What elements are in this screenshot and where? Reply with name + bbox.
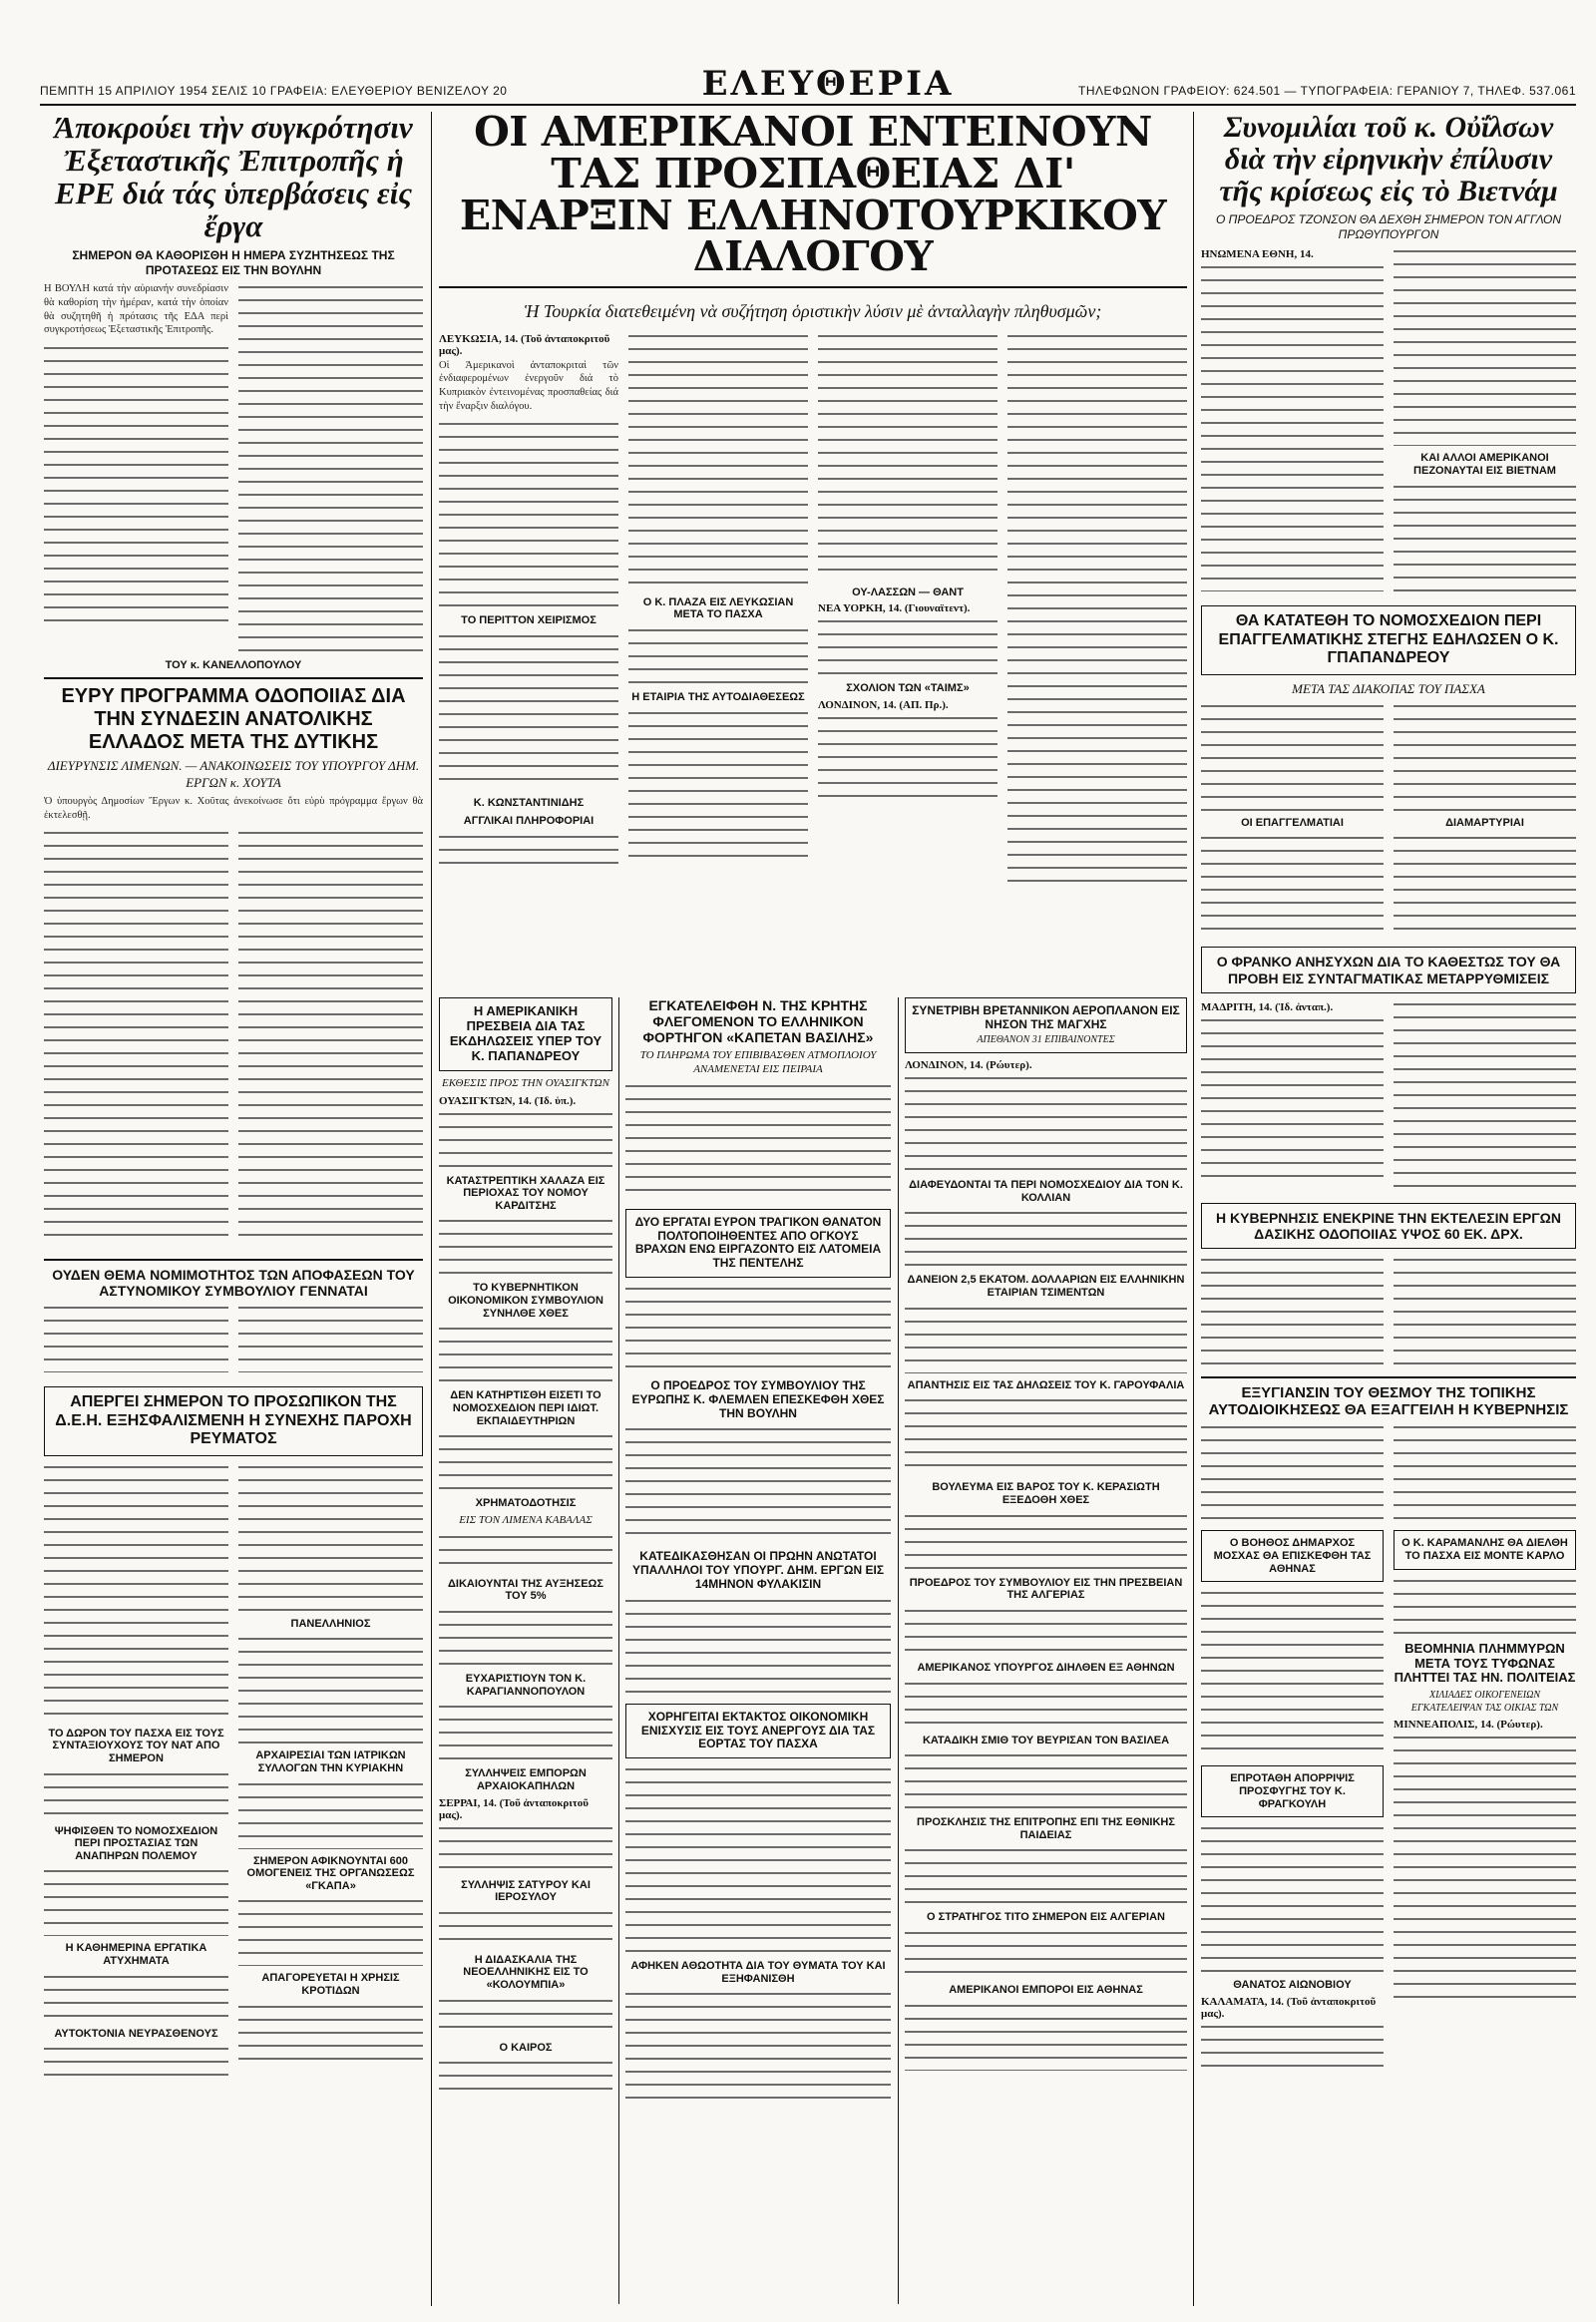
article-centenarian-body <box>1201 2022 1384 2072</box>
headline-crete-ship: ΕΓΚΑΤΕΛΕΙΦΘΗ Ν. ΤΗΣ ΚΡΗΤΗΣ ΦΛΕΓΟΜΕΝΟΝ ΤΟ ΕΛΛΗΝΙΚΟΝ ΦΟΡΤΗΓΟΝ «ΚΑΠΕΤΑΝ ΒΑΣΙΛΗΣ» <box>642 997 874 1046</box>
article-crete-body <box>625 1081 891 1201</box>
box-workers <box>625 1209 891 1278</box>
headline-wilson-vietnam: Συνομιλίαι τοῦ κ. Οὐΐλσων διὰ τὴν εἰρηνικὴν ἐπίλυσιν τῆς κρίσεως εἰς τὸ Βιετνάμ <box>1219 112 1558 207</box>
article-workers-body <box>625 1284 891 1373</box>
dateline-new-york: ΝΕΑ ΥΟΡΚΗ, 14. (Γιουναϊτεντ). <box>818 602 971 615</box>
article-franco-body <box>1201 1015 1384 1185</box>
dateline-london-plane: ΛΟΝΔΙΝΟΝ, 14. (Ρώυτερ). <box>905 1059 1032 1072</box>
article-aid-body <box>625 1764 891 1954</box>
article-thanks-body <box>439 1702 612 1761</box>
article-dei-body-2 <box>238 1462 423 1612</box>
article-marines-body <box>1394 482 1576 591</box>
article-roads-text: Ὁ ὑπουργὸς Δημοσίων Ἔργων κ. Χοῦτας ἀνεκοίνωσε ὅτι εὐρὺ πρόγραμμα ἔργων θὰ ἐκτελεσθῇ. <box>44 795 423 821</box>
article-europe-body <box>625 1424 891 1544</box>
article-kolias-body <box>905 1208 1187 1268</box>
right-column <box>1201 112 1576 2306</box>
article-vietnam-body <box>1201 262 1384 591</box>
masthead-dateline: ΠΕΜΠΤΗ 15 ΑΠΡΙΛΙΟΥ 1954 ΣΕΛΙΣ 10 ΓΡΑΦΕΙΑ: ΕΛΕΥΘΕΡΙΟΥ ΒΕΝΙΖΕΛΟΥ 20 <box>40 84 508 98</box>
article-housing-body <box>1201 701 1384 811</box>
article-council-body <box>439 1324 612 1383</box>
box-professional-housing <box>1201 605 1576 674</box>
headline-committee: ΠΡΟΣΚΛΗΣΙΣ ΤΗΣ ΕΠΙΤΡΟΠΗΣ ΕΠΙ ΤΗΣ ΕΘΝΙΚΗΣ ΠΑΙΔΕΙΑΣ <box>917 1816 1175 1841</box>
headline-us-embassy: Η ΑΜΕΡΙΚΑΝΙΚΗ ΠΡΕΣΒΕΙΑ ΔΙΑ ΤΑΣ ΕΚΔΗΛΩΣΕΙΣ ΥΠΕΡ ΤΟΥ Κ. ΠΑΠΑΝΔΡΕΟΥ <box>449 1003 602 1063</box>
subhead-us-embassy: ΕΚΘΕΣΙΣ ΠΡΟΣ ΤΗΝ ΟΥΑΣΙΓΚΤΩΝ <box>442 1076 609 1089</box>
article-ere-body-2 <box>238 282 423 651</box>
headline-ere: Άποκρούει τὴν συγκρότησιν Ἐξεταστικῆς Ἐπιτροπῆς ἡ ΕΡΕ διά τάς ὑπερβάσεις εἰς ἔργα <box>54 112 413 243</box>
article-suicide-body <box>44 2044 228 2084</box>
column-rule <box>618 997 619 2304</box>
article-medical-body <box>238 1779 423 1849</box>
banner-body-4 <box>628 331 808 590</box>
article-veterans-body <box>44 1866 228 1936</box>
subhead-crete-ship: ΤΟ ΠΛΗΡΩΜΑ ΤΟΥ ΕΠΙΒΙΒΑΣΘΕΝ ΑΤΜΟΠΛΟΙΟΥ ΑΝΑΜΕΝΕΤΑΙ ΕΙΣ ΠΕΙΡΑΙΑ <box>639 1049 877 1076</box>
article-ere-signature: ΤΟΥ κ. ΚΑΝΕΛΛΟΠΟΥΛΟΥ <box>165 659 302 672</box>
headline-columbia: Η ΔΙΔΑΣΚΑΛΙΑ ΤΗΣ ΝΕΟΕΛΛΗΝΙΚΗΣ ΕΙΣ ΤΟ «ΚΟΛΟΥΜΠΙΑ» <box>463 1953 589 1992</box>
headline-weather: Ο ΚΑΙΡΟΣ <box>499 2041 553 2054</box>
headline-workers-death: ΔΥΟ ΕΡΓΑΤΑΙ ΕΥΡΟΝ ΤΡΑΓΙΚΟΝ ΘΑΝΑΤΟΝ ΠΟΛΤΟΠΟΙΗΘΕΝΤΕΣ ΑΠΟ ΟΓΚΟΥΣ ΒΡΑΧΩΝ ΕΝΩ ΕΙΡΓΑΖΟΝΤΟ ΕΙΣ ΛΑΤΟΜΕΙΑ ΤΗΣ ΠΕΝΤΕΛΗΣ <box>634 1214 882 1271</box>
headline-disabled-veterans: ΨΗΦΙΣΘΕΝ ΤΟ ΝΟΜΟΣΧΕΔΙΟΝ ΠΕΡΙ ΠΡΟΣΤΑΣΙΑΣ ΤΩΝ ΑΝΑΠΗΡΩΝ ΠΟΛΕΜΟΥ <box>54 1824 218 1862</box>
headline-unemployed-aid: ΧΟΡΗΓΕΙΤΑΙ ΕΚΤΑΚΤΟΣ ΟΙΚΟΝΟΜΙΚΗ ΕΝΙΣΧΥΣΙΣ ΕΙΣ ΤΟΥΣ ΑΝΕΡΓΟΥΣ ΔΙΑ ΤΑΣ ΕΟΡΤΑΣ ΤΟΥ ΠΑΣΧΑ <box>640 1709 876 1751</box>
headline-fragoulis: ΕΠΡΟΤΑΘΗ ΑΠΟΡΡΙΨΙΣ ΠΡΟΣΦΥΓΗΣ ΤΟΥ Κ. ΦΡΑΓΚΟΥΛΗ <box>1230 1772 1355 1810</box>
article-police-body <box>44 1303 228 1372</box>
center-lower-column <box>625 997 891 2304</box>
headline-europe-council: Ο ΠΡΟΕΔΡΟΣ ΤΟΥ ΣΥΜΒΟΥΛΙΟΥ ΤΗΣ ΕΥΡΩΠΗΣ Κ. ΦΛΕΜΛΕΝ ΕΠΕΣΚΕΦΘΗ ΧΘΕΣ ΤΗΝ ΒΟΥΛΗΝ <box>631 1377 885 1420</box>
article-loan-body <box>905 1304 1187 1373</box>
subhead-british-plane: ΑΠΕΘΑΝΟΝ 31 ΕΠΙΒΑΙΝΟΝΤΕΣ <box>977 1033 1115 1045</box>
article-moscow-body <box>1201 1588 1384 1757</box>
banner-body-2 <box>439 631 618 791</box>
headline-centenarian: ΘΑΝΑΤΟΣ ΑΙΩΝΟΒΙΟΥ <box>1233 1979 1352 1992</box>
headline-antique-dealers: ΣΥΛΛΗΨΕΙΣ ΕΜΠΟΡΩΝ ΑΡΧΑΙΟΚΑΠΗΛΩΝ <box>465 1767 587 1792</box>
banner-body-6 <box>628 708 808 858</box>
headline-hail: ΚΑΤΑΣΤΡΕΠΤΙΚΗ ΧΑΛΑΖΑ ΕΙΣ ΠΕΡΙΟΧΑΣ ΤΟΥ ΝΟΜΟΥ ΚΑΡΔΙΤΣΗΣ <box>446 1174 605 1212</box>
column-rule <box>431 112 432 2306</box>
headline-satyr: ΣΥΛΛΗΨΙΣ ΣΑΤΥΡΟΥ ΚΑΙ ΙΕΡΟΣΥΛΟΥ <box>461 1878 591 1904</box>
headline-kerasiotis: ΒΟΥΛΕΥΜΑ ΕΙΣ ΒΑΡΟΣ ΤΟΥ Κ. ΚΕΡΑΣΙΩΤΗ ΕΞΕΔΟΘΗ ΧΘΕΣ <box>932 1481 1160 1506</box>
article-accidents-body <box>44 1972 228 2022</box>
banner-body-9 <box>818 713 998 803</box>
article-satyr-body <box>439 1908 612 1948</box>
banner-signature: Κ. ΚΩΝΣΤΑΝΤΙΝΙΔΗΣ <box>473 796 585 809</box>
headline-economic-council: ΤΟ ΚΥΒΕΡΝΗΤΙΚΟΝ ΟΙΚΟΝΟΜΙΚΟΝ ΣΥΜΒΟΥΛΙΟΝ ΣΥΝΗΛΘΕ ΧΘΕΣ <box>448 1282 603 1320</box>
kicker-plaza: Ο Κ. ΠΛΑΖΑ ΕΙΣ ΛΕΥΚΩΣΙΑΝ ΜΕΤΑ ΤΟ ΠΑΣΧΑ <box>642 595 794 621</box>
headline-financing: ΧΡΗΜΑΤΟΔΟΤΗΣΙΣ <box>475 1497 577 1510</box>
article-antiques-body <box>439 1823 612 1873</box>
headline-convicted: ΚΑΤΕΔΙΚΑΣΘΗΣΑΝ ΟΙ ΠΡΩΗΝ ΑΝΩΤΑΤΟΙ ΥΠΑΛΛΗΛΟΙ ΤΟΥ ΥΠΟΥΡΓ. ΔΗΜ. ΕΡΓΩΝ ΕΙΣ 14ΜΗΝΟΝ ΦΥΛΑΚΙΣΙΝ <box>631 1549 885 1591</box>
article-algeria-body <box>905 1606 1187 1656</box>
banner-body-10 <box>1007 331 1187 890</box>
column-rule <box>898 997 899 2304</box>
box-us-embassy <box>439 997 612 1071</box>
banner-lead: Οἱ Ἀμερικανοὶ ἀνταποκριταὶ τῶν ἐνδιαφερομένων ἐνεργοῦν διά τὸ Κυπριακὸν ἐντεινομένας προσπαθείας διά τὴν ἔναρξιν διαλόγου. <box>439 359 618 412</box>
article-traders-body <box>905 2001 1187 2071</box>
article-gift-body <box>44 1769 228 1819</box>
column-rule <box>1193 112 1194 2306</box>
headline-medical-elections: ΑΡΧΑΙΡΕΣΙΑΙ ΤΩΝ ΙΑΤΡΙΚΩΝ ΣΥΛΛΟΓΩΝ ΤΗΝ ΚΥΡΙΑΚΗΝ <box>255 1749 406 1774</box>
headline-private-schools: ΔΕΝ ΚΑΤΗΡΤΙΣΘΗ ΕΙΣΕΤΙ ΤΟ ΝΟΜΟΣΧΕΔΙΟΝ ΠΕΡΙ ΙΔΙΩΤ. ΕΚΠΑΙΔΕΥΤΗΡΙΩΝ <box>450 1389 601 1427</box>
box-karamanlis <box>1394 1530 1576 1569</box>
subhead-floods: ΧΙΛΙΑΔΕΣ ΟΙΚΟΓΕΝΕΙΩΝ ΕΓΚΑΤΕΛΕΙΨΑΝ ΤΑΣ ΟΙΚΙΑΣ ΤΩΝ <box>1410 1690 1559 1714</box>
headline-karamanlis: Ο Κ. ΚΑΡΑΜΑΝΛΗΣ ΘΑ ΔΙΕΛΘΗ ΤΟ ΠΑΣΧΑ ΕΙΣ ΜΟΝΤΕ ΚΑΡΛΟ <box>1401 1537 1568 1562</box>
dateline-serres: ΣΕΡΡΑΙ, 14. (Τοῦ ἀνταποκριτοῦ μας). <box>439 1796 590 1821</box>
article-kavala-body <box>439 1532 612 1572</box>
kicker-u-thant: ΟΥ-ΛΑΣΣΩΝ — ΘΑΝΤ <box>852 585 964 598</box>
article-dei-body <box>44 1462 228 1722</box>
headline-work-accidents: Η ΚΑΘΗΜΕΡΙΝΑ ΕΡΓΑΤΙΚΑ ΑΤΥΧΗΜΑΤΑ <box>65 1942 207 1968</box>
masthead <box>40 64 1576 106</box>
dateline-london: ΛΟΝΔΙΝΟΝ, 14. (ΑΠ. Πρ.). <box>818 699 949 712</box>
masthead-contact: ΤΗΛΕΦΩΝΟΝ ΓΡΑΦΕΙΟΥ: 624.501 — ΤΥΠΟΓΡΑΦΕΙΑ: ΓΕΡΑΝΙΟΥ 7, ΤΗΛΕΦ. 537.061 <box>1078 84 1576 98</box>
article-general-body <box>905 1928 1187 1978</box>
banner-body-3 <box>439 832 618 872</box>
headline-gapa: ΣΗΜΕΡΟΝ ΑΦΙΚΝΟΥΝΤΑΙ 600 ΟΜΟΓΕΝΕΙΣ ΤΗΣ ΟΡΓΑΝΩΣΕΩΣ «ΓΚΑΠΑ» <box>246 1854 415 1892</box>
article-roads2-body-2 <box>1394 1255 1576 1364</box>
article-columbia-body <box>439 1996 612 2036</box>
article-housing-body-4 <box>1394 833 1576 933</box>
headline-algeria-embassy: ΠΡΟΕΔΡΟΣ ΤΟΥ ΣΥΜΒΟΥΛΙΟΥ ΕΙΣ ΤΗΝ ΠΡΕΣΒΕΙΑΝ ΤΗΣ ΑΛΓΕΡΙΑΣ <box>909 1576 1183 1602</box>
banner-body-7 <box>818 331 998 580</box>
article-panhellenic-body <box>238 1634 423 1743</box>
kicker-marines: ΚΑΙ ΑΛΛΟΙ ΑΜΕΡΙΚΑΝΟΙ ΠΕΖΟΝΑΥΤΑΙ ΕΙΣ ΒΙΕΤΝΑΜ <box>1413 452 1556 478</box>
banner-body-8 <box>818 616 998 676</box>
box-franco <box>1201 947 1576 992</box>
article-roads-body <box>44 828 228 1247</box>
headline-firecrackers: ΑΠΑΓΟΡΕΥΕΤΑΙ Η ΧΡΗΣΙΣ ΚΡΟΤΙΔΩΝ <box>261 1972 400 1998</box>
headline-relief: ΑΦΗΚΕΝ ΑΘΩΟΤΗΤΑ ΔΙΑ ΤΟΥ ΘΥΜΑΤΑ ΤΟΥ ΚΑΙ ΕΞΗΦΑΝΙΣΘΗ <box>630 1960 886 1985</box>
headline-kolias: ΔΙΑΦΕΥΔΟΝΤΑΙ ΤΑ ΠΕΡΙ ΝΟΜΟΣΧΕΔΙΟΥ ΔΙΑ ΤΟΝ Κ. ΚΟΛΛΙΑΝ <box>909 1179 1183 1204</box>
article-ere-text: Η ΒΟΥΛΗ κατά τὴν αὐριανήν συνεδρίασιν θὰ καθορίση τὴν ἡμέραν, κατά τὴν ὁποίαν θὰ συζητηθῆ ἡ πρότασις τῆς ΕΔΑ περὶ συγκροτήσεως Ἐξεταστικῆς Ἐπιτροπῆς. <box>44 283 228 336</box>
mid-column <box>439 997 612 2304</box>
article-weather-body <box>439 2058 612 2098</box>
subhead-kavala: ΕΙΣ ΤΟΝ ΛΙΜΕΝΑ ΚΑΒΑΛΑΣ <box>459 1513 593 1526</box>
headline-panhellenic: ΠΑΝΕΛΛΗΝΙΟΣ <box>290 1617 371 1630</box>
dateline-minneapolis: ΜΙΝΝΕΑΠΟΛΙΣ, 14. (Ρώυτερ). <box>1394 1719 1543 1732</box>
headline-dei-strike: ΑΠΕΡΓΕΙ ΣΗΜΕΡΟΝ ΤΟ ΠΡΟΣΩΠΙΚΟΝ ΤΗΣ Δ.Ε.Η. ΕΞΗΣΦΑΛΙΣΜΕΝΗ Η ΣΥΝΕΧΗΣ ΠΑΡΟΧΗ ΡΕΥΜΑΤΟΣ <box>55 1393 412 1448</box>
box-forest-roads <box>1201 1203 1576 1249</box>
banner-body-5 <box>628 625 808 685</box>
center-right-column <box>905 997 1187 2304</box>
headline-raise: ΔΙΚΑΙΟΥΝΤΑΙ ΤΗΣ ΑΥΞΗΣΕΩΣ ΤΟΥ 5% <box>448 1577 603 1603</box>
article-kerasiotis-body <box>905 1511 1187 1571</box>
headline-franco: Ο ΦΡΑΝΚΟ ΑΝΗΣΥΧΩΝ ΔΙΑ ΤΟ ΚΑΘΕΣΤΩΣ ΤΟΥ ΘΑ ΠΡΟΒΗ ΕΙΣ ΣΥΝΤΑΓΜΑΤΙΚΑΣ ΜΕΤΑΡΡΥΘΜΙΣΕΙΣ <box>1216 954 1561 986</box>
headline-moscow-mayor: Ο ΒΟΗΘΟΣ ΔΗΜΑΡΧΟΣ ΜΟΣΧΑΣ ΘΑ ΕΠΙΣΚΕΦΘΗ ΤΑΣ ΑΘΗΝΑΣ <box>1213 1537 1372 1575</box>
banner-subhead: Ἡ Τουρκία διατεθειμένη νὰ συζήτηση ὁριστικὴν λύσιν μὲ ἀνταλλαγὴν πληθυσμῶν; <box>524 301 1102 322</box>
headline-pascha-gift: ΤΟ ΔΩΡΟΝ ΤΟΥ ΠΑΣΧΑ ΕΙΣ ΤΟΥΣ ΣΥΝΤΑΞΙΟΥΧΟΥΣ ΤΟΥ ΝΑΤ ΑΠΟ ΣΗΜΕΡΟΝ <box>48 1727 224 1764</box>
article-police-body-2 <box>238 1303 423 1372</box>
article-local-body <box>1201 1422 1384 1522</box>
headline-police-council: ΟΥΔΕΝ ΘΕΜΑ ΝΟΜΙΜΟΤΗΤΟΣ ΤΩΝ ΑΠΟΦΑΣΕΩΝ ΤΟΥ ΑΣΤΥΝΟΜΙΚΟΥ ΣΥΜΒΟΥΛΙΟΥ ΓΕΝΝΑΤΑΙ <box>44 1259 423 1299</box>
headline-us-traders: ΑΜΕΡΙΚΑΝΟΙ ΕΜΠΟΡΟΙ ΕΙΣ ΑΘΗΝΑΣ <box>949 1984 1143 1997</box>
article-housing-body-2 <box>1201 833 1384 933</box>
article-schools-body <box>439 1431 612 1491</box>
article-plane-body <box>905 1073 1187 1173</box>
article-smith-body <box>905 1750 1187 1810</box>
article-embassy-body <box>439 1109 612 1169</box>
box-dei-strike <box>44 1386 423 1455</box>
box-moscow-mayor <box>1201 1530 1384 1582</box>
article-karamanlis-body <box>1394 1576 1576 1636</box>
headline-roads: ΕΥΡΥ ΠΡΟΓΡΑΜΜΑ ΟΔΟΠΟΙΙΑΣ ΔΙΑ ΤΗΝ ΣΥΝΔΕΣΙΝ ΑΝΑΤΟΛΙΚΗΣ ΕΛΛΑΔΟΣ ΜΕΤΑ ΤΗΣ ΔΥΤΙΚΗΣ <box>44 677 423 754</box>
article-ere-body <box>44 343 228 622</box>
dateline-united-nations: ΗΝΩΜΕΝΑ ΕΘΝΗ, 14. <box>1201 248 1314 261</box>
headline-general-algeria: Ο ΣΤΡΑΤΗΓΟΣ ΤΙΤΟ ΣΗΜΕΡΟΝ ΕΙΣ ΑΛΓΕΡΙΑΝ <box>927 1911 1165 1924</box>
article-local-body-2 <box>1394 1422 1576 1522</box>
headline-smith: ΚΑΤΑΔΙΚΗ ΣΜΙΘ ΤΟΥ ΒΕΥΡΙΣΑΝ ΤΟΝ ΒΑΣΙΛΕΑ <box>922 1734 1170 1746</box>
banner-headline: ΟΙ ΑΜΕΡΙΚΑΝΟΙ ΕΝΤΕΙΝΟΥΝ ΤΑΣ ΠΡΟΣΠΑΘΕΙΑΣ ΔΙ' ΕΝΑΡΞΙΝ ΕΛΛΗΝΟΤΟΥΡΚΙΚΟΥ ΔΙΑΛΟΓΟΥ <box>439 112 1187 288</box>
article-relief-body <box>625 1989 891 2109</box>
dateline-madrid: ΜΑΔΡΙΤΗ, 14. (Ἰδ. ἀνταπ.). <box>1201 1000 1334 1013</box>
article-convicted-body <box>625 1596 891 1696</box>
article-minister-body <box>905 1679 1187 1729</box>
article-franco-body-2 <box>1394 999 1576 1189</box>
dateline-washington: ΟΥΑΣΙΓΚΤΩΝ, 14. (Ἰδ. ὑπ.). <box>439 1094 577 1107</box>
article-firecrackers-body <box>238 2002 423 2062</box>
article-floods-body <box>1394 1733 1576 2002</box>
article-vietnam-body-2 <box>1394 246 1576 446</box>
headline-suicide: ΑΥΤΟΚΤΟΝΙΑ ΝΕΥΡΑΣΘΕΝΟΥΣ <box>54 2027 218 2040</box>
article-hail-body <box>439 1216 612 1276</box>
kicker-times: ΣΧΟΛΙΟΝ ΤΩΝ «ΤΑΙΜΣ» <box>846 682 970 695</box>
headline-professional-housing: ΘΑ ΚΑΤΑΤΕΘΗ ΤΟ ΝΟΜΟΣΧΕΔΙΟΝ ΠΕΡΙ ΕΠΑΓΓΕΛΜΑΤΙΚΗΣ ΣΤΕΓΗΣ ΕΔΗΛΩΣΕΝ Ο Κ. ΓΠΑΠΑΝΔΡΕΟΥ <box>1218 612 1559 667</box>
article-garoufalia-body <box>905 1395 1187 1475</box>
headline-forest-roads: Η ΚΥΒΕΡΝΗΣΙΣ ΕΝΕΚΡΙΝΕ ΤΗΝ ΕΚΤΕΛΕΣΙΝ ΕΡΓΩΝ ΔΑΣΙΚΗΣ ΟΔΟΠΟΙΙΑΣ ΥΨΟΣ 60 ΕΚ. ΔΡΧ. <box>1216 1209 1561 1242</box>
article-fragoulis-body <box>1201 1823 1384 1973</box>
banner-dateline: ΛΕΥΚΩΣΙΑ, 14. (Τοῦ ἀνταποκριτοῦ μας). <box>439 332 610 357</box>
article-raise-body <box>439 1607 612 1667</box>
box-unemployed-aid <box>625 1704 891 1758</box>
headline-thanks: ΕΥΧΑΡΙΣΤΙΟΥΝ ΤΟΝ Κ. ΚΑΡΑΓΙΑΝΝΟΠΟΥΛΟΝ <box>465 1672 587 1698</box>
kicker-professionals: ΟΙ ΕΠΑΓΓΕΛΜΑΤΙΑΙ <box>1241 816 1344 829</box>
headline-us-minister: ΑΜΕΡΙΚΑΝΟΣ ΥΠΟΥΡΓΟΣ ΔΙΗΛΘΕΝ ΕΞ ΑΘΗΝΩΝ <box>917 1661 1175 1674</box>
article-roads-body-2 <box>238 828 423 1247</box>
headline-garoufalia: ΑΠΑΝΤΗΣΙΣ ΕΙΣ ΤΑΣ ΔΗΛΩΣΕΙΣ ΤΟΥ Κ. ΓΑΡΟΥΦΑΛΙΑ <box>907 1378 1185 1391</box>
box-fragoulis <box>1201 1765 1384 1817</box>
kicker-british-info: ΑΓΓΛΙΚΑΙ ΠΛΗΡΟΦΟΡΙΑΙ <box>463 814 595 827</box>
article-gapa-body <box>238 1896 423 1966</box>
box-british-plane <box>905 997 1187 1053</box>
kicker-handling: ΤΟ ΠΕΡΙΤΤΟΝ ΧΕΙΡΙΣΜΟΣ <box>461 614 597 627</box>
center-top <box>439 112 1187 994</box>
headline-floods: ΒΕΟΜΗΝΙΑ ΠΛΗΜΜΥΡΩΝ ΜΕΤΑ ΤΟΥΣ ΤΥΦΩΝΑΣ ΠΛΗΤΤΕΙ ΤΑΣ ΗΝ. ΠΟΛΙΤΕΙΑΣ <box>1394 1640 1576 1686</box>
banner-body <box>439 419 618 608</box>
article-roads2-body <box>1201 1255 1384 1364</box>
subhead-after-easter: ΜΕΤΑ ΤΑΣ ΔΙΑΚΟΠΑΣ ΤΟΥ ΠΑΣΧΑ <box>1292 680 1485 696</box>
kicker-protests: ΔΙΑΜΑΡΤΥΡΙΑΙ <box>1445 816 1524 829</box>
article-committee-body <box>905 1845 1187 1905</box>
article-housing-body-3 <box>1394 701 1576 811</box>
subhead-ere: ΣΗΜΕΡΟΝ ΘΑ ΚΑΘΟΡΙΣΘΗ Η ΗΜΕΡΑ ΣΥΖΗΤΗΣΕΩΣ ΤΗΣ ΠΡΟΤΑΣΕΩΣ ΕΙΣ ΤΗΝ ΒΟΥΛΗΝ <box>72 248 395 278</box>
subhead-johnson: Ο ΠΡΟΕΔΡΟΣ ΤΖΟΝΣΟΝ ΘΑ ΔΕΧΘΗ ΣΗΜΕΡΟΝ ΤΟΝ ΑΓΓΛΟΝ ΠΡΩΘΥΠΟΥΡΓΟΝ <box>1216 212 1561 242</box>
dateline-kalamata: ΚΑΛΑΜΑΤΑ, 14. (Τοῦ ἀνταποκριτοῦ μας). <box>1201 1995 1377 2020</box>
left-column <box>44 112 423 2306</box>
headline-cement-loan: ΔΑΝΕΙΟΝ 2,5 ΕΚΑΤΟΜ. ΔΟΛΛΑΡΙΩΝ ΕΙΣ ΕΛΛΗΝΙΚΗΝ ΕΤΑΙΡΙΑΝ ΤΣΙΜΕΝΤΩΝ <box>907 1274 1185 1300</box>
headline-local-government: ΕΞΥΓΙΑΝΣΙΝ ΤΟΥ ΘΕΣΜΟΥ ΤΗΣ ΤΟΠΙΚΗΣ ΑΥΤΟΔΙΟΙΚΗΣΕΩΣ ΘΑ ΕΞΑΓΓΕΙΛΗ Η ΚΥΒΕΡΝΗΣΙΣ <box>1201 1376 1576 1419</box>
kicker-self-determination: Η ΕΤΑΙΡΙΑ ΤΗΣ ΑΥΤΟΔΙΑΘΕΣΕΩΣ <box>631 691 805 704</box>
headline-british-plane: ΣΥΝΕΤΡΙΒΗ ΒΡΕΤΑΝΝΙΚΟΝ ΑΕΡΟΠΛΑΝΟΝ ΕΙΣ ΝΗΣΟΝ ΤΗΣ ΜΑΓΧΗΣ <box>912 1003 1180 1031</box>
newspaper-title: ΕΛΕΥΘΕΡΙΑ <box>701 64 955 104</box>
subhead-roads: ΔΙΕΥΡΥΝΣΙΣ ΛΙΜΕΝΩΝ. — ΑΝΑΚΟΙΝΩΣΕΙΣ ΤΟΥ ΥΠΟΥΡΓΟΥ ΔΗΜ. ΕΡΓΩΝ κ. ΧΟΥΤΑ <box>47 758 420 790</box>
